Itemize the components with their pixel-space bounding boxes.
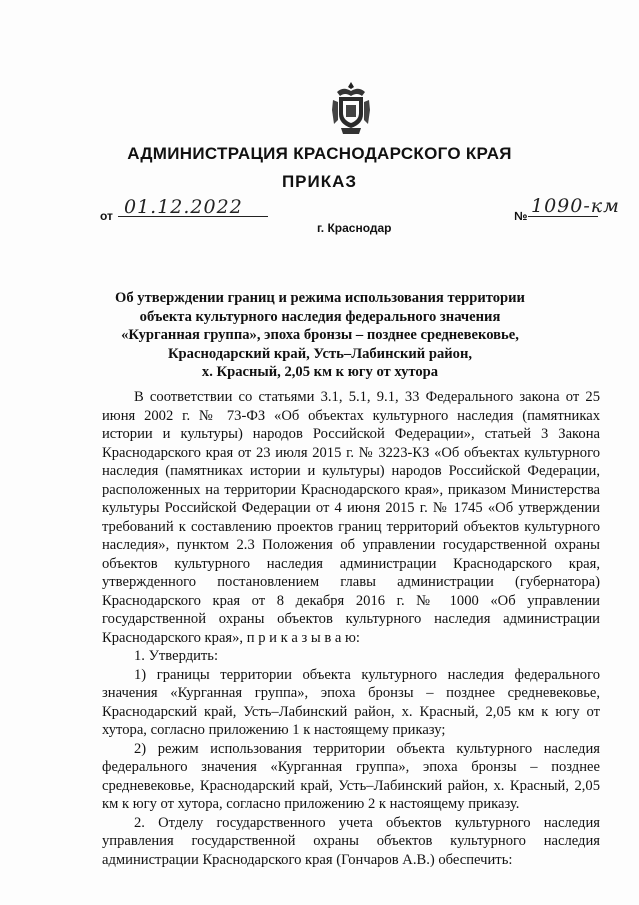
number-underline xyxy=(528,216,598,217)
coat-of-arms-emblem xyxy=(329,80,373,136)
city-label: г. Краснодар xyxy=(317,221,392,235)
body-paragraph: 2. Отделу государственного учета объектов культурного наследия управления государственной охраны объектов культурного наследия администрации Краснодарского края (Гончаров А.В.) обеспечить: xyxy=(102,814,600,868)
body-paragraph: 1) границы территории объекта культурного наследия федерального значения «Курганная группа», эпоха бронзы – позднее средневековье, Краснодарский край, Усть–Лабинский район, х. Красный, 2,05 км к югу от хутора, согласно приложению 1 к настоящему приказу; xyxy=(102,666,600,738)
title-line: объекта культурного наследия федерального значения xyxy=(139,308,501,325)
title-line: х. Красный, 2,05 км к югу от хутора xyxy=(201,364,439,381)
date-prefix: от xyxy=(100,209,113,223)
body-paragraph: 1. Утвердить: xyxy=(134,648,219,664)
number-value: 1090-км xyxy=(531,195,620,217)
number-prefix: № xyxy=(514,209,528,223)
document-type: ПРИКАЗ xyxy=(281,172,358,191)
title-line: Краснодарский край, Усть–Лабинский район, xyxy=(167,345,473,362)
agency-name: АДМИНИСТРАЦИЯ КРАСНОДАРСКОГО КРАЯ xyxy=(127,144,512,163)
title-line: «Курганная группа», эпоха бронзы – позднее средневековье, xyxy=(121,327,519,344)
body-paragraph: 2) режим использования территории объекта культурного наследия федерального значения «Курганная группа», эпоха бронзы – позднее средневековье, Краснодарский край, Усть–Лабинский район, х. Красный, 2,05 км к югу от хутора, согласно приложению 2 к настоящему приказу. xyxy=(102,740,600,812)
date-underline xyxy=(118,216,268,217)
title-line: Об утверждении границ и режима использования территории xyxy=(115,290,525,306)
document-title xyxy=(60,289,580,382)
document-body xyxy=(102,388,600,869)
date-value: 01.12.2022 xyxy=(124,196,243,218)
body-paragraph: В соответствии со статьями 3.1, 5.1, 9.1, 33 Федерального закона от 25 июня 2002 г. № 73-ФЗ «Об объектах культурного наследия (памятниках истории и культуры) народов Российской Федерации», статьей 3 Закона Краснодарского края от 23 июля 2015 г. № 3223-КЗ «Об объектах культурного наследия (памятниках истории и культуры) народов Российской Федерации, расположенных на территории Краснодарского края», приказом Министерства культуры Российской Федерации от 4 июня 2015 г. № 1745 «Об утверждении требований к составлению проектов границ территорий объектов культурного наследия», пунктом 2.3 Положения об управлении государственной охраны объектов культурного наследия администрации Краснодарского края, утвержденного постановлением главы администрации (губернатора) Краснодарского края от 8 декабря 2016 г. № 1000 «Об управлении государственной охраны объектов культурного наследия администрации Краснодарского края», п р и к а з ы в а ю: xyxy=(102,389,600,646)
